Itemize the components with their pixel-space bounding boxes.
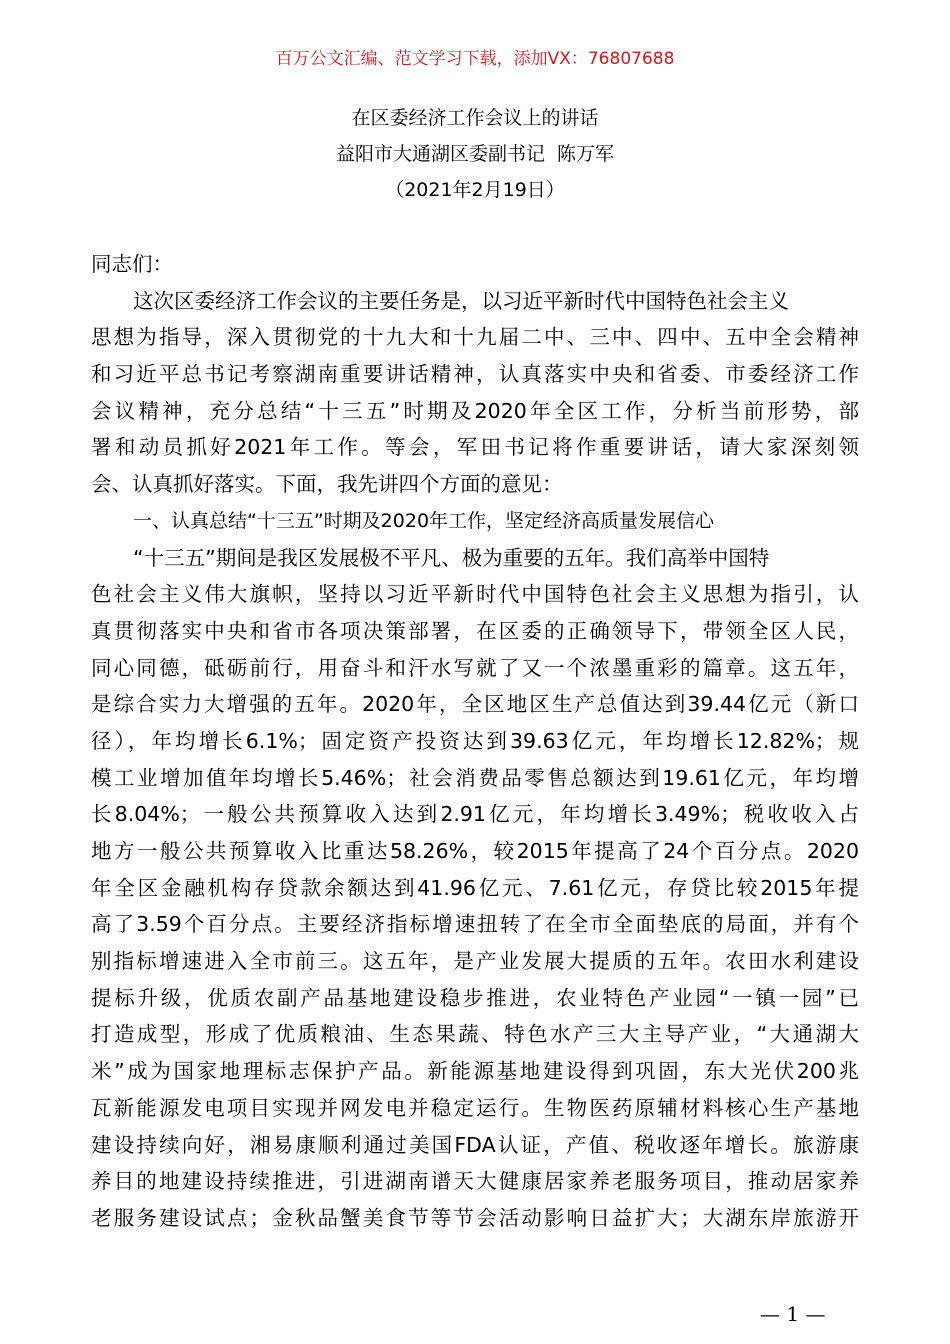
paragraph-line: 会、认真抓好落实。下面，我先讲四个方面的意见：: [91, 472, 563, 497]
paragraph-line: “十三五”期间是我区发展极不平凡、极为重要的五年。我们高举中国特: [133, 545, 770, 570]
paragraph-line: 地方一般公共预算收入比重达58.26%，较2015年提高了24个百分点。2020: [91, 839, 859, 863]
paragraph-line: 长8.04%；一般公共预算收入达到2.91亿元，年均增长3.49%；税收收入占: [91, 802, 859, 827]
paragraph-line: 瓦新能源发电项目实现并网发电并稳定运行。生物医药原辅材料核心生产基地: [91, 1095, 859, 1120]
paragraph-line: 同心同德，砥砺前行，用奋斗和汗水写就了又一个浓墨重彩的篇章。这五年，: [91, 655, 859, 680]
paragraph-line: 模工业增加值年均增长5.46%；社会消费品零售总额达到19.61亿元，年均增: [91, 765, 859, 790]
paragraph-line: 是综合实力大增强的五年。2020年，全区地区生产总值达到39.44亿元（新口: [91, 692, 859, 717]
paragraph-line: 径），年均增长6.1%；固定资产投资达到39.63亿元，年均增长12.82%；规: [91, 728, 859, 753]
document-title: 在区委经济工作会议上的讲话: [351, 107, 599, 129]
paragraph-line: 提标升级，优质农副产品基地建设稳步推进，农业特色产业园“一镇一园”已: [91, 985, 859, 1010]
section-heading: 一、认真总结“十三五”时期及2020年工作，坚定经济高质量发展信心: [133, 509, 715, 532]
paragraph-line: 思想为指导，深入贯彻党的十九大和十九届二中、三中、四中、五中全会精神: [91, 325, 859, 350]
paragraph-line: 年全区金融机构存贷款余额达到41.96亿元、7.61亿元，存贷比较2015年提: [91, 875, 859, 900]
paragraph-line: 会议精神，充分总结“十三五”时期及2020年全区工作，分析当前形势，部: [91, 398, 859, 423]
paragraph-line: 这次区委经济工作会议的主要任务是，以习近平新时代中国特色社会主义: [133, 288, 789, 313]
paragraph-line: 署和动员抓好2021年工作。等会，军田书记将作重要讲话，请大家深刻领: [91, 435, 859, 460]
speaker-line: 益阳市大通湖区委副书记 陈万军: [335, 143, 615, 165]
promo-banner: 百万公文汇编、范文学习下载，添加VX：76807688: [275, 49, 675, 69]
paragraph-line: 建设持续向好，湘易康顺利通过美国FDA认证，产值、税收逐年增长。旅游康: [91, 1132, 859, 1157]
paragraph-line: 老服务建设试点；金秋品蟹美食节等节会活动影响日益扩大；大湖东岸旅游开: [91, 1205, 859, 1230]
paragraph-line: 米”成为国家地理标志保护产品。新能源基地建设得到巩固，东大光伏200兆: [91, 1059, 859, 1084]
document-body: [91, 246, 859, 1237]
paragraph-line: 真贯彻落实中央和省市各项决策部署，在区委的正确领导下，带领全区人民，: [91, 618, 859, 643]
salutation: 同志们：: [91, 252, 173, 276]
paragraph-line: 高了3.59个百分点。主要经济指标增速扭转了在全市全面垫底的局面，并有个: [91, 912, 859, 937]
paragraph-line: 养目的地建设持续推进，引进湖南谱天大健康居家养老服务项目，推动居家养: [91, 1169, 859, 1194]
page-number: — 1 —: [760, 1302, 826, 1326]
document-title-block: [0, 100, 950, 208]
paragraph-line: 和习近平总书记考察湖南重要讲话精神，认真落实中央和省委、市委经济工作: [91, 362, 859, 387]
paragraph-line: 打造成型，形成了优质粮油、生态果蔬、特色水产三大主导产业，“大通湖大: [91, 1022, 859, 1047]
paragraph-line: 别指标增速进入全市前三。这五年，是产业发展大提质的五年。农田水利建设: [91, 949, 859, 974]
paragraph-line: 色社会主义伟大旗帜，坚持以习近平新时代中国特色社会主义思想为指引，认: [91, 582, 859, 607]
speech-date: （2021年2月19日）: [385, 179, 565, 201]
